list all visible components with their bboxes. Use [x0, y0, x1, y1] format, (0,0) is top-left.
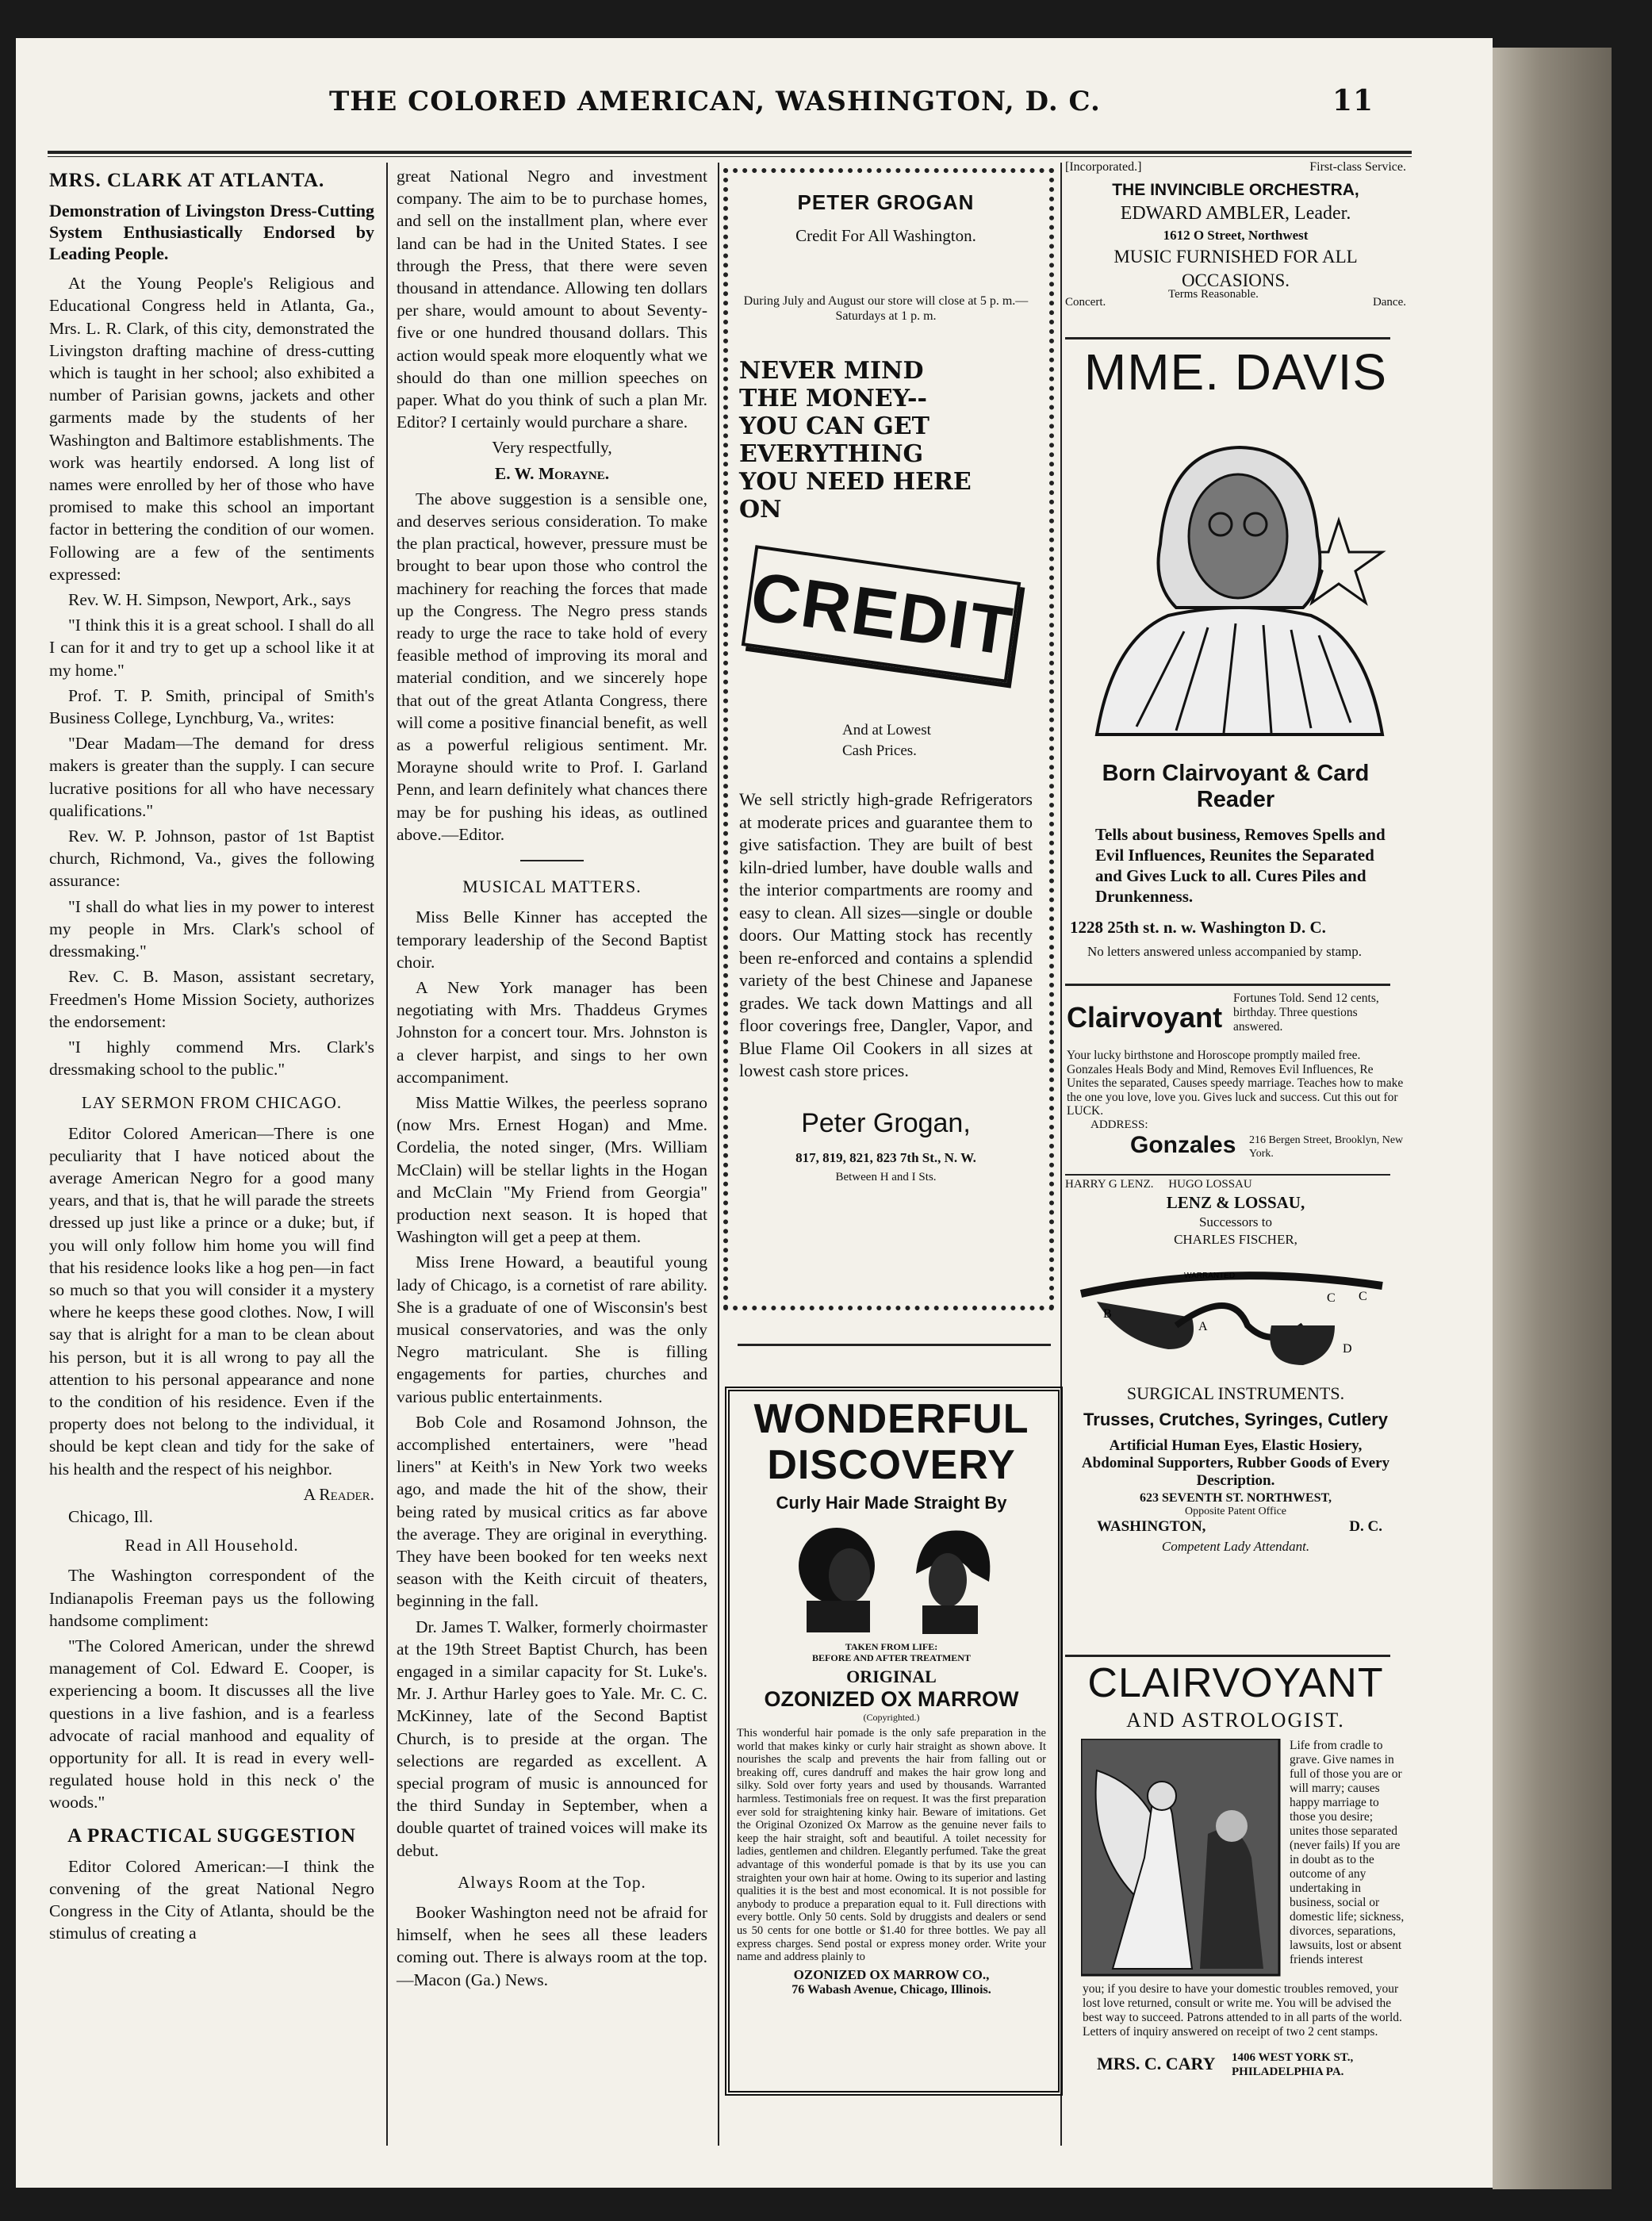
credit-text: CREDIT: [746, 558, 1018, 670]
orchestra-leader: EDWARD AMBLER, Leader.: [1120, 203, 1351, 224]
column-rule-1: [386, 163, 388, 2146]
truss-label-c1: C: [1327, 1291, 1336, 1305]
orchestra-name: THE INVINCIBLE ORCHESTRA,: [1112, 181, 1359, 199]
cary-side: Life from cradle to grave. Give names in full of those you are or will marry; causes happy marriage to those you desire; unites those separated (never fails) If you are in doubt as to the outcome of any undertaking in business, social or domestic life; sickness, divorces, separations, lawsuits, lost or absent friends interest: [1290, 1739, 1405, 1966]
gonzales-body: Your lucky birthstone and Horoscope promptly mailed free. Gonzales Heals Body and Mind, Removes Evil Influences, Re Unites the separated, Causes speedy marriage. Teaches how to make the one you love, love you. Gives luck and success. Cut this out for LUCK.: [1067, 1049, 1404, 1118]
ox-body: This wonderful hair pomade is the only safe preparation in the world that makes kinky or curly hair straight as shown above. It nourishes the scalp and prevents the hair from falling out or breaking off, cures dandruff and makes the hair grow long and silky. Sold over forty years and used by thousands. Warranted harmless. Testimonials free on request. It was the first preparation ever sold for straightening kinky hair. Beware of imitations. Get the Original Ozonized Ox Marrow as the genuine never fails to keep the hair straight, soft and beautiful. A toilet necessity for ladies, gentlemen and children. Elegantly perfumed. Take the great advantage of this wonderful pomade is that by its use you can straighten your own hair at home. Owing to its superior and lasting qualities it is the best and most economical. It is not possible for anybody to produce a preparation equal to it. Full directions with every bottle. Only 50 cents. Sold by druggists and dealers or send us 50 cents for one bottle or $1.40 for three bottles. We pay all express charges. Send postal or express money order. Write your name and address plainly to: [737, 1727, 1046, 1964]
grogan-body: We sell strictly high-grade Refrigerators at moderate prices and guarantee them to give satisfaction. They are built of best kiln-dried lumber, have double walls and the interior compartments are roomy and easy to clean. All sizes—single or double doors. Our Matting stock has recently been re-enforced and contains a splendid variety of the best Chinese and Japanese grades. We tack down Mattings and all floor coverings free, Dangler, Vapor, and Blue Flame Oil Cookers in all sizes at lowest cash store prices.: [739, 789, 1033, 1080]
column-2: [397, 165, 707, 1994]
ox-curly: Curly Hair Made Straight By: [776, 1493, 1007, 1513]
orchestra-dance: Dance.: [1372, 296, 1406, 309]
paragraph: At the Young People's Religious and Educational Congress held in Atlanta, Ga., Mrs. L. R. Clark, of this city, demonstrated the Livingston drafting machine of dress-cutting which is taught in her school; also exhibited a number of Parisian gowns, jackets and other garments made by the students of her Washington and Baltimore establishments. The work was heartily endorsed. A long list of names were enrolled by her of those who have promised to make this school an important factor in bettering the condition of our women. Following are a few of the sentiments expressed:: [49, 274, 374, 584]
paragraph: Rev. C. B. Mason, assistant secretary, Freedmen's Home Mission Society, authorizes the endorsement:: [49, 967, 374, 1031]
truss-label-c2: C: [1359, 1290, 1367, 1303]
ad-divider: [1065, 337, 1390, 339]
ad-divider: [1065, 1174, 1390, 1176]
before-after-portraits: [734, 1518, 1049, 1637]
ox-ad: [734, 1396, 1049, 1997]
angel-head: [1148, 1782, 1176, 1810]
ox-product: OZONIZED OX MARROW: [764, 1687, 1019, 1711]
davis-face: [1189, 474, 1287, 598]
angel-illustration: [1081, 1739, 1283, 1977]
truss-label-a: A: [1198, 1320, 1208, 1333]
lenz-dc: D. C.: [1349, 1518, 1382, 1535]
gonzales-ad: [1067, 992, 1404, 1164]
masthead-rule-thin: [48, 156, 1412, 157]
lenz-fischer: CHARLES FISCHER,: [1174, 1232, 1297, 1247]
gonzales-address-label: ADDRESS:: [1090, 1118, 1148, 1131]
ox-copyright: (Copyrighted.): [863, 1712, 920, 1723]
davis-title: Born Clairvoyant & Card Reader: [1102, 761, 1370, 812]
masthead-title: THE COLORED AMERICAN, WASHINGTON, D. C.: [329, 86, 1101, 117]
paragraph: Miss Irene Howard, a beautiful young lady of Chicago, is a cornetist of rare ability. She is a graduate of one of Wisconsin's best musical conservatories, and was the only Negro matriculant. She is filling engagements for parties, churches and various public entertainments.: [397, 1252, 707, 1406]
cary-name: MRS. C. CARY: [1097, 2054, 1216, 2073]
truss-illustration: [1065, 1254, 1406, 1373]
seer-head: [1216, 1810, 1248, 1842]
lenz-firm: LENZ & LOSSAU,: [1166, 1193, 1305, 1212]
grogan-signature: Peter Grogan,: [801, 1107, 971, 1138]
paragraph: Miss Belle Kinner has accepted the temporary leadership of the Second Baptist choir.: [397, 907, 707, 972]
paragraph: The Washington correspondent of the Indianapolis Freeman pays us the following handsome compliment:: [49, 1566, 374, 1630]
davis-note: No letters answered unless accompanied by stamp.: [1087, 944, 1363, 959]
paragraph: "The Colored American, under the shrewd management of Col. Edward E. Cooper, is experiencing a boom. It discusses all the live questions in a live fashion, and is a fearless advocate of racial manhood and equality of opportunity for all. It is read in every well-regulated house hold in this neck o' the woods.": [49, 1636, 374, 1812]
paragraph: Editor Colored American:—I think the convening of the great National Negro Congress in the City of Atlanta, should be the stimulus of creating a: [49, 1856, 374, 1943]
article-title-clark: MRS. CLARK AT ATLANTA.: [49, 170, 325, 191]
ox-discovery: DISCOVERY: [767, 1442, 1016, 1488]
article-title-practical: A PRACTICAL SUGGESTION: [67, 1824, 356, 1847]
paragraph: The above suggestion is a sensible one, and deserves serious consideration. To make the plan practical, however, pressure must be brought to bear upon those who control the machinery for reaching the forces that made up the Congress. The Negro press stands ready to urge the race to take hold of every feasible method of improving its moral and material condition, and we sincerely hope that out of the great Atlanta Congress, there will come a positive financial benefit, as well as a powerful religious sentiment. Mr. Morayne should write to Prof. I. Garland Penn, and learn definitely what chances there may be for pushing his ideas, as outlined above.—Editor.: [397, 489, 707, 844]
paragraph: Dr. James T. Walker, formerly choirmaster at the 19th Street Baptist Church, has been engaged in a similar capacity for St. Luke's. Mr. J. Arthur Harley goes to Yale. Mr. C. C. McKinney, late of the Second Baptist Church, is to preside at the organ. The selections are regarded as excellent. A special program of music is announced for the third Sunday in September, when a double quartet of trained voices will make its debut.: [397, 1617, 707, 1860]
lenz-address: 623 SEVENTH ST. NORTHWEST,: [1139, 1491, 1332, 1505]
ad-divider: [738, 1344, 1051, 1346]
lenz-lady: Competent Lady Attendant.: [1161, 1539, 1310, 1554]
grogan-name: PETER GROGAN: [797, 190, 975, 214]
paragraph: Bob Cole and Rosamond Johnson, the accomplished entertainers, were "head liners" at Keith's in New York two weeks ago, and made the hit of the show, their being rated by musical critics as far above the average. They are original in everything. They have been booked for ten weeks next season with the Keith circuit of theaters, beginning in the fall.: [397, 1412, 707, 1611]
gonzales-side: Fortunes Told. Send 12 cents, birthday. Three questions answered.: [1233, 992, 1379, 1034]
cary-title: CLAIRVOYANT: [1087, 1660, 1384, 1706]
paragraph: "I shall do what lies in my power to interest my people in Mrs. Clark's school of dressmaking.": [49, 896, 374, 961]
paragraph: Miss Mattie Wilkes, the peerless soprano (now Mrs. Ernest Hogan) and Mme. Cordelia, the noted singer, (Mrs. William McClain) will be stellar lights in the Hogan and McClain "My Friend from Georgia" production next season. It is hoped that Washington will get a peep at them.: [397, 1092, 707, 1247]
orchestra-address: 1612 O Street, Northwest: [1163, 228, 1309, 243]
gonzales-addr: 216 Bergen Street, Brooklyn, New York.: [1249, 1134, 1404, 1160]
davis-name: MME. DAVIS: [1083, 343, 1388, 401]
grogan-lowest: And at Lowest Cash Prices.: [842, 722, 931, 759]
article-title-room: Always Room at the Top.: [458, 1872, 646, 1892]
paragraph: great National Negro and investment company. The aim to be to purchase homes, and sell on the installment plan, where ever land can be had in the United States. I see through the Press, that there were seven thousand in attendance. Allowing ten dollars per share, would amount to about Seventy-five or one hundred thousand dollars. This action would speak more eloquently what we should do than one million speeches on paper. What do you think of such a plan Mr. Editor? I certainly would purchare a share.: [397, 167, 707, 432]
lenz-surgical: SURGICAL INSTRUMENTS.: [1126, 1383, 1345, 1403]
davis-address: 1228 25th st. n. w. Washington D. C.: [1070, 918, 1326, 937]
ruffled-collar: [1097, 608, 1382, 735]
grogan-ad: [739, 190, 1033, 1184]
orchestra-terms: Terms Reasonable.: [1168, 288, 1259, 301]
gonzales-clairvoyant: Clairvoyant: [1067, 1001, 1223, 1034]
lenz-city: WASHINGTON,: [1097, 1518, 1206, 1535]
ad-divider: [1065, 984, 1390, 986]
truss-pad-right: [1270, 1325, 1335, 1365]
paragraph: Editor Colored American—There is one peculiarity that I have noticed about the average American Negro for a good many years, and that is, that he will parade the streets dressed up just like a prince or a duke; but, if you will only follow him home you will find that his residence looks like a hog pen—in fact so much so that you will consider it a mystery where he keeps these good clothes. Now, I will say that is alright for a man to be clean about his person, but it is all wrong to pay all the attention to his personal appearance and none to the condition of his residence. Even if the property does not belong to the individual, it should be kept clean and tidy for the sake of his health and the respect of his neighbor.: [49, 1123, 374, 1479]
gonzales-name: Gonzales: [1130, 1131, 1236, 1158]
orchestra-incorporated: [Incorporated.]: [1065, 160, 1142, 174]
signature: E. W. Morayne.: [494, 463, 610, 483]
lenz-successors: Successors to: [1198, 1214, 1273, 1229]
ox-original: ORIGINAL: [846, 1667, 937, 1686]
truss-label-b: B: [1103, 1307, 1112, 1321]
article-subtitle-clark: Demonstration of Livingston Dress-Cutting System Enthusiastically Endorsed by Leading People.: [49, 201, 374, 264]
grogan-between: Between H and I Sts.: [835, 1170, 937, 1183]
closing: Very respectfully,: [492, 438, 612, 458]
cary-address: 1406 WEST YORK ST., PHILADELPHIA PA.: [1232, 2051, 1354, 2078]
paragraph: Rev. W. H. Simpson, Newport, Ark., says: [68, 590, 351, 610]
paragraph: Rev. W. P. Johnson, pastor of 1st Baptist church, Richmond, Va., gives the following assurance:: [49, 827, 374, 891]
paragraph: "I highly commend Mrs. Clark's dressmaking school to the public.": [49, 1037, 374, 1080]
grogan-address: 817, 819, 821, 823 7th St., N. W.: [795, 1149, 976, 1165]
davis-ad: [1065, 343, 1406, 960]
ox-firm: OZONIZED OX MARROW CO.,: [793, 1966, 990, 1982]
cary-subtitle: AND ASTROLOGIST.: [1126, 1709, 1345, 1732]
column-rule-2: [718, 163, 719, 2146]
davis-body: Tells about business, Removes Spells and Evil Influences, Reunites the Separated and Gives Luck to all. Cures Piles and Drunkenness.: [1095, 825, 1386, 906]
article-title-lay-sermon: LAY SERMON FROM CHICAGO.: [81, 1093, 343, 1113]
orchestra-music: MUSIC FURNISHED FOR ALL OCCASIONS.: [1113, 247, 1358, 290]
grogan-hours: During July and August our store will close at 5 p. m.—Saturdays at 1 p. m.: [743, 294, 1029, 323]
truss-label: WARRANTED: [1184, 1272, 1236, 1280]
masthead-rule: [48, 151, 1412, 154]
paragraph: Prof. T. P. Smith, principal of Smith's Business College, Lynchburg, Va., writes:: [49, 685, 374, 728]
dateline: Chicago, Ill.: [68, 1506, 153, 1526]
divider: [520, 860, 584, 861]
article-title-read: Read in All Household.: [125, 1536, 299, 1555]
credit-ticket: [742, 545, 1021, 683]
before-portrait-face: [829, 1548, 870, 1602]
grogan-tag: Credit For All Washington.: [795, 226, 976, 245]
signature: A Reader.: [303, 1484, 374, 1504]
orchestra-first-class: First-class Service.: [1309, 160, 1406, 174]
paragraph: A New York manager has been negotiating with Mrs. Thaddeus Grymes Johnston for a concert tour. Mrs. Johnston is a clever harpist, and sings to her own accompaniment.: [397, 977, 707, 1087]
lenz-opposite: Opposite Patent Office: [1184, 1506, 1287, 1517]
before-portrait-shoulders: [807, 1601, 870, 1632]
after-portrait-face: [929, 1553, 967, 1607]
paragraph: "Dear Madam—The demand for dress makers is greater than the supply. I can secure lucrative positions for all who have necessary qualifications.": [49, 734, 374, 820]
truss-label-d: D: [1343, 1342, 1352, 1356]
ox-wonderful: WONDERFUL: [753, 1396, 1029, 1442]
book-spine: [1493, 48, 1612, 2189]
article-title-musical: MUSICAL MATTERS.: [462, 877, 642, 897]
grogan-slogan: NEVER MIND THE MONEY-- YOU CAN GET EVERYTHING YOU NEED HERE ON: [739, 357, 972, 524]
page-number: 11: [1332, 84, 1374, 117]
lenz-names: HARRY G LENZ. HUGO LOSSAU: [1065, 1178, 1252, 1191]
ox-caption-1: TAKEN FROM LIFE:: [845, 1641, 938, 1652]
lenz-ad: [1065, 1178, 1406, 1555]
cary-ad: [1065, 1659, 1406, 2085]
masthead: [48, 63, 1459, 135]
after-portrait-shoulders: [922, 1605, 978, 1634]
ox-caption-2: BEFORE AND AFTER TREATMENT: [812, 1652, 971, 1663]
davis-portrait: [1065, 401, 1406, 750]
paragraph: Booker Washington need not be afraid for himself, when he sees all these leaders coming out. There is always room at the top.—Macon (Ga.) News.: [397, 1903, 707, 1989]
lenz-body: Artificial Human Eyes, Elastic Hosiery, Abdominal Supporters, Rubber Goods of Every Description.: [1081, 1437, 1390, 1489]
cary-body: you; if you desire to have your domestic troubles removed, your lost love returned, consult or write me. You will be advised the best way to succeed. Patrons attended to in all parts of the world. Letters of inquiry answered on receipt of two 2 cent stamps.: [1083, 1982, 1402, 2039]
ox-address: 76 Wabash Avenue, Chicago, Illinois.: [792, 1982, 991, 1997]
lenz-trusses: Trusses, Crutches, Syringes, Cutlery: [1083, 1410, 1388, 1429]
orchestra-ad: [1065, 160, 1406, 313]
column-1: [49, 165, 374, 1948]
paragraph: "I think this it is a great school. I shall do all I can for it and try to get up a school like it at my home.": [49, 616, 374, 680]
orchestra-concert: Concert.: [1065, 296, 1106, 309]
ad-divider: [1065, 1655, 1390, 1657]
